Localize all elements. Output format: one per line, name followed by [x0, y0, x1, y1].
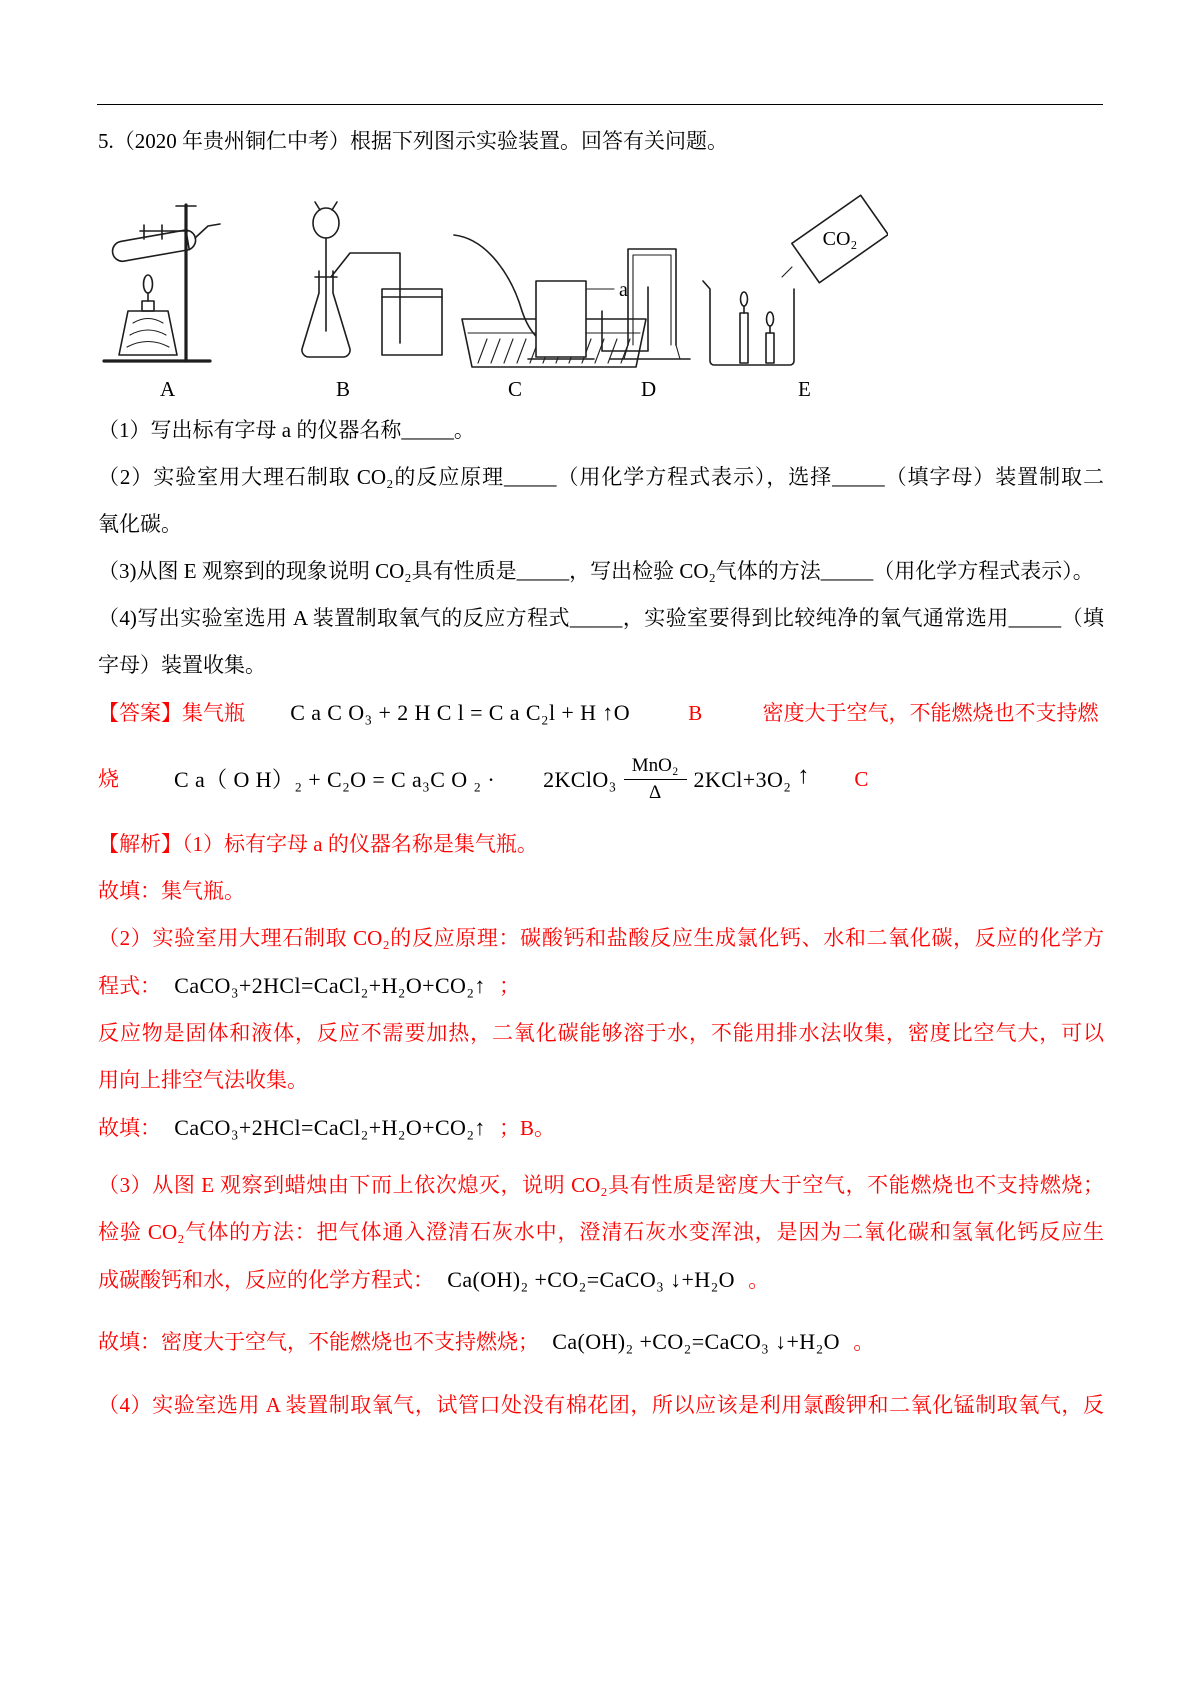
- chlorate-equation-left: 2KClO₃: [543, 766, 617, 792]
- test-tube: [111, 229, 197, 263]
- question-intro: 5.（2020 年贵州铜仁中考）根据下列图示实验装置。回答有关问题。: [98, 129, 728, 153]
- catalyst-condition-fraction: [624, 755, 687, 804]
- analysis-p7-label: 故填：密度大于空气，不能燃烧也不支持燃烧；: [98, 1330, 539, 1354]
- header-rule: [97, 104, 1103, 105]
- apparatus-letter-e: E: [798, 377, 811, 401]
- delivery-tube-a: [195, 224, 220, 238]
- apparatus-letter-a: A: [160, 377, 176, 401]
- flame: [144, 275, 153, 293]
- analysis-equation-caco3: CaCO₃+2HCl=CaCl₂+H₂O+CO₂↑: [174, 973, 486, 998]
- analysis-p6-line1: （3）从图 E 观察到蜡烛由下而上依次熄灭，说明 CO₂具有性质是密度大于空气，不能燃烧也不支持燃烧；: [98, 1173, 1104, 1197]
- analysis-p6-line2: 检验 CO₂气体的方法：把气体通入澄清石灰水中，澄清石灰水变浑浊，是因为二氧化碳和氢氧化钙反应生: [98, 1220, 1104, 1244]
- co2-bottle: [782, 195, 888, 282]
- analysis-p3-tail: ；: [499, 974, 521, 998]
- analysis-p8: （4）实验室选用 A 装置制取氧气，试管口处没有棉花团，所以应该是利用氯酸钾和二氧化锰制取氧气，反: [98, 1393, 1104, 1417]
- chlorate-equation-right: 2KCl+3O₂: [693, 766, 792, 792]
- short-candle: [766, 312, 774, 363]
- jar-supports: [624, 345, 680, 359]
- analysis-equation-caco3-repeat: CaCO₃+2HCl=CaCl₂+H₂O+CO₂↑: [174, 1115, 486, 1140]
- answer-line-1: [98, 689, 1104, 737]
- answer-label: 【答案】集气瓶: [98, 701, 245, 725]
- analysis-p6-tail: 。: [748, 1268, 770, 1292]
- answer-line-2: [98, 737, 1104, 821]
- document-content: [98, 118, 1104, 1429]
- question-item-4-line2: 字母）装置收集。: [98, 653, 266, 677]
- analysis-p7-tail: 。: [853, 1330, 875, 1354]
- co2-bottle-label: CO₂: [822, 228, 858, 250]
- answer-property-text: 密度大于空气，不能燃烧也不支持燃: [762, 701, 1099, 725]
- analysis-p5-tail: ；B。: [499, 1116, 556, 1140]
- thistle-funnel: [313, 202, 339, 331]
- analysis-p4-line2: 用向上排空气法收集。: [98, 1068, 308, 1092]
- analysis-p4-line1: 反应物是固体和液体，反应不需要加热，二氧化碳能够溶于水，不能用排水法收集，密度比空气大，可以: [98, 1021, 1104, 1045]
- question-item-4-line1: （4)写出实验室选用 A 装置制取氧气的反应方程式_____，实验室要得到比较纯净的氧气通常选用_____（填: [98, 606, 1104, 630]
- gas-jar-inner: [633, 255, 671, 345]
- analysis-p6-line3: [98, 1256, 1104, 1304]
- question-item-1: （1）写出标有字母 a 的仪器名称_____。: [98, 418, 475, 442]
- answer-choice-b: B: [688, 701, 703, 725]
- analysis-p3-line1: （2）实验室用大理石制取 CO₂的反应原理：碳酸钙和盐酸反应生成氯化钙、水和二氧化碳，反应的化学方: [98, 926, 1104, 950]
- catalyst-label: MnO₂: [624, 755, 687, 780]
- apparatus-c: [454, 235, 646, 367]
- analysis-p5: [98, 1104, 1104, 1152]
- apparatus-diagram: [98, 193, 888, 383]
- apparatus-letter-d: D: [641, 377, 657, 401]
- apparatus-b: [302, 202, 442, 357]
- answer-choice-c: C: [854, 766, 869, 791]
- analysis-p1: 【解析】（1）标有字母 a 的仪器名称是集气瓶。: [98, 832, 538, 856]
- tall-candle: [740, 292, 748, 363]
- apparatus-letter-c: C: [508, 377, 523, 401]
- analysis-equation-caoh2: Ca(OH)₂ +CO₂=CaCO₃ ↓+H₂O: [447, 1267, 735, 1292]
- answer-property-cont: 烧: [98, 766, 119, 791]
- alcohol-lamp: [119, 275, 177, 355]
- analysis-p5-label: 故填：: [98, 1116, 161, 1140]
- instrument-a-label: a: [619, 279, 628, 301]
- apparatus-letter-b: B: [336, 377, 351, 401]
- analysis-p3-label: 程式：: [98, 974, 161, 998]
- candle-flame: [767, 312, 774, 326]
- apparatus-a: [104, 205, 220, 361]
- analysis-p3-line2: [98, 962, 1104, 1010]
- apparatus-figure: [98, 193, 898, 407]
- gas-jar-outer: [628, 249, 676, 345]
- delivery-tube-b: [331, 253, 400, 343]
- apparatus-e: [703, 195, 888, 365]
- pour-mouth: [782, 267, 792, 277]
- answer-equation-1: C a C O₃ + 2 H C l = C a C₂l + H ↑O: [290, 700, 630, 725]
- delta-label: Δ: [649, 781, 662, 803]
- gas-washing-bottle: [382, 289, 442, 355]
- candle-flame: [741, 292, 748, 306]
- answer-equation-2: C a（ O H）₂ + C₂O = C a₃C O ₂ ·: [174, 766, 496, 792]
- question-item-2-line2: 氧化碳。: [98, 512, 182, 536]
- analysis-p7: [98, 1318, 1104, 1366]
- question-item-2-line1: （2）实验室用大理石制取 CO₂的反应原理_____（用化学方程式表示），选择_____（填字母）装置制取二: [98, 465, 1104, 489]
- collecting-bottle: [536, 281, 586, 357]
- question-item-3: （3)从图 E 观察到的现象说明 CO₂具有性质是_____，写出检验 CO₂气体的方法_____（用化学方程式表示）。: [98, 559, 1094, 583]
- analysis-p2: 故填：集气瓶。: [98, 879, 245, 903]
- analysis-equation-caoh2-repeat: Ca(OH)₂ +CO₂=CaCO₃ ↓+H₂O: [552, 1329, 840, 1354]
- analysis-p6-label: 成碳酸钙和水，反应的化学方程式：: [98, 1268, 434, 1292]
- up-arrow: ↑: [797, 762, 810, 789]
